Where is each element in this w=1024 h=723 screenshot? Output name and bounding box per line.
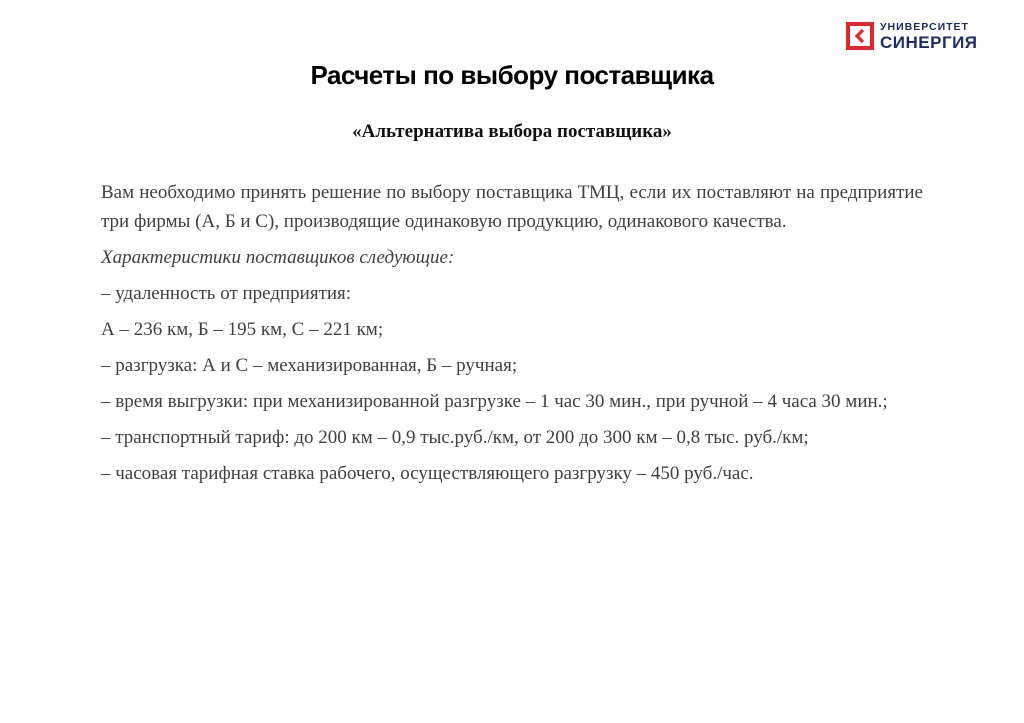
page-subtitle: «Альтернатива выбора поставщика» <box>352 121 672 142</box>
distance-label: – удаленность от предприятия: <box>101 283 352 304</box>
task-description <box>101 178 923 495</box>
unload-time-item: – время выгрузки: при механизированной разгрузке – 1 час 30 мин., при ручной – 4 часа 30 мин.; <box>101 391 888 412</box>
logo-text <box>880 22 978 51</box>
hourly-rate-item: – часовая тарифная ставка рабочего, осуществляющего разгрузку – 450 руб./час. <box>101 463 754 484</box>
logo-university-label: УНИВЕРСИТЕТ <box>880 21 969 33</box>
tariff-item: – транспортный тариф: до 200 км – 0,9 тыс.руб./км, от 200 до 300 км – 0,8 тыс. руб./км; <box>101 427 809 448</box>
distance-values: А – 236 км, Б – 195 км, С – 221 км; <box>101 319 384 340</box>
characteristics-heading: Характеристики поставщиков следующие: <box>101 247 455 268</box>
unloading-item: – разгрузка: А и С – механизированная, Б – ручная; <box>101 355 518 376</box>
university-logo <box>846 22 978 51</box>
page-title: Расчеты по выбору поставщика <box>310 60 714 90</box>
logo-synergy-label: СИНЕРГИЯ <box>880 32 978 52</box>
synergy-logo-icon <box>846 22 874 50</box>
intro-paragraph: Вам необходимо принять решение по выбору поставщика ТМЦ, если их поставляют на предприятие три фирмы (А, Б и С), производящие одинаковую продукцию, одинакового качества. <box>101 182 923 232</box>
